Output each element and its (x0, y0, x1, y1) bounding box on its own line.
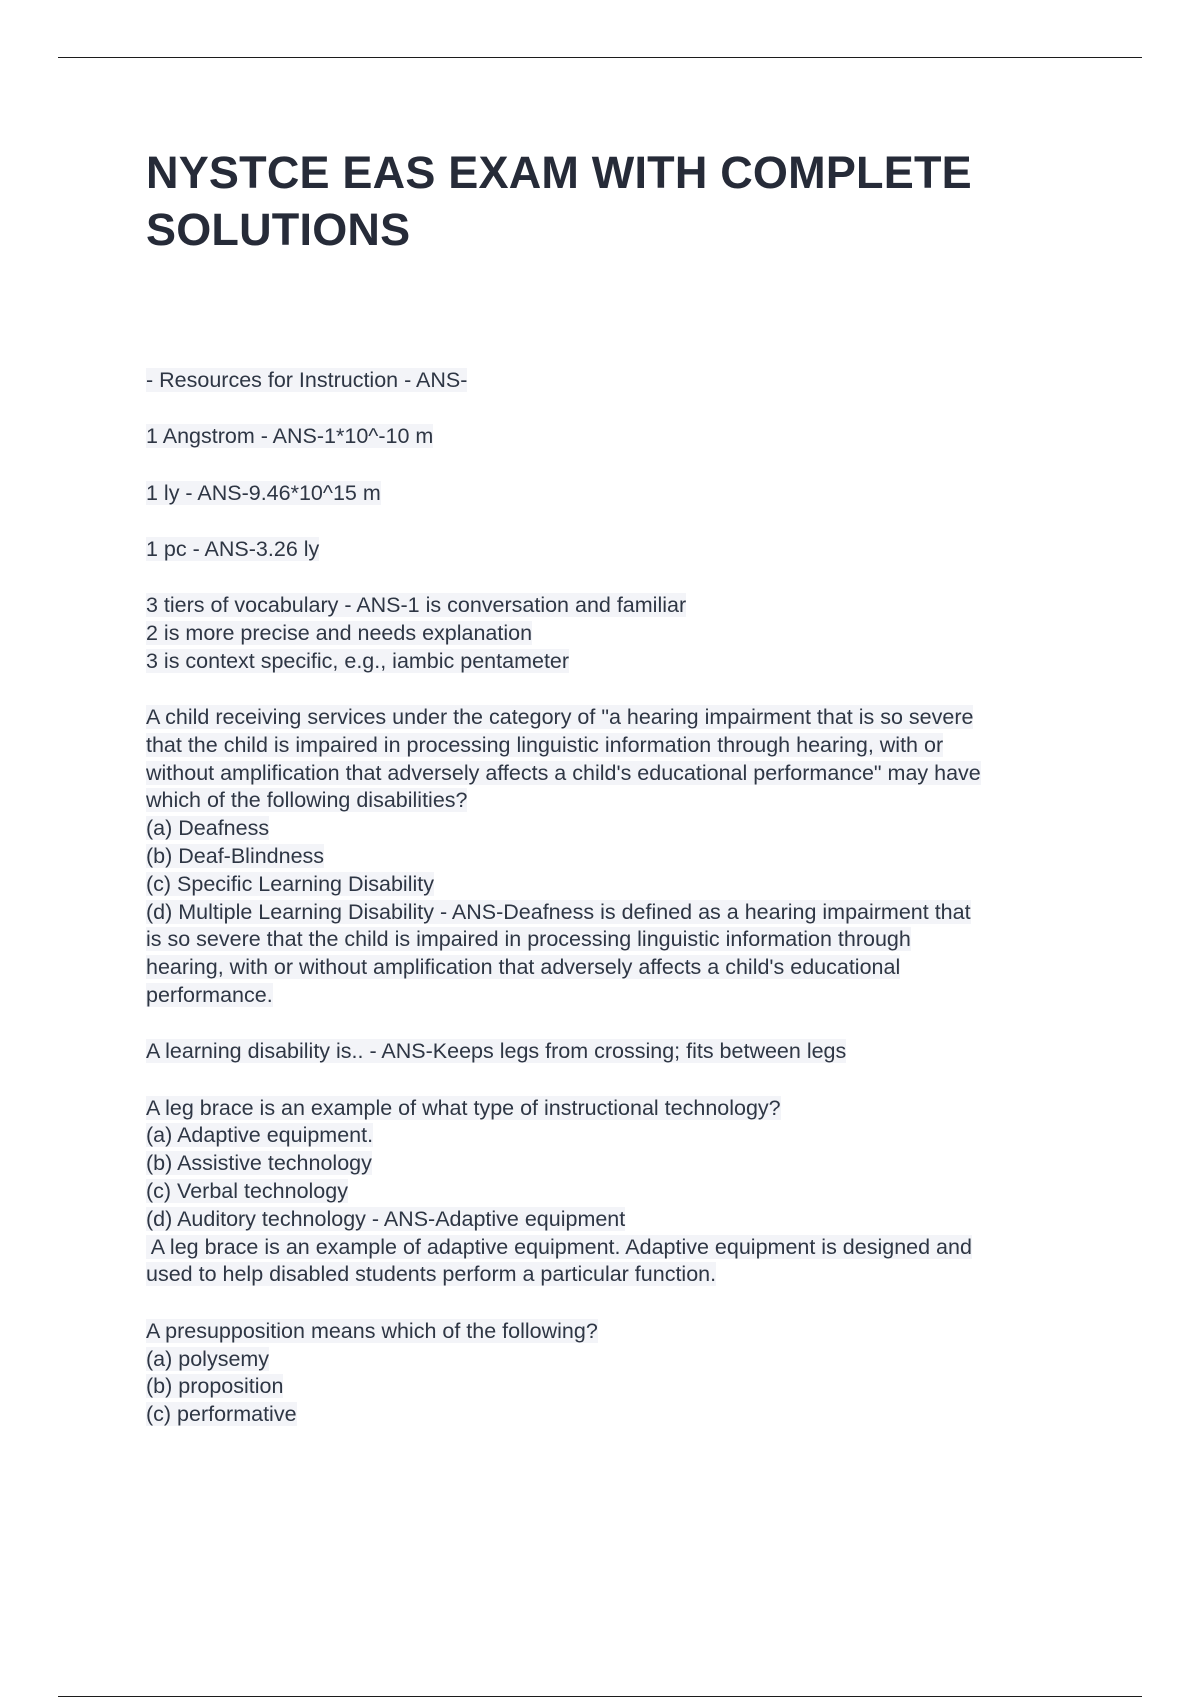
entry-line (146, 536, 1106, 564)
qa-entry (146, 592, 1106, 675)
entry-line (146, 1401, 1106, 1429)
entry-line-text: (c) Verbal technology (146, 1179, 348, 1204)
entry-line (146, 1095, 1106, 1123)
page-title (146, 144, 1086, 258)
entry-line (146, 1206, 1106, 1234)
qa-entry (146, 480, 1106, 508)
entry-line (146, 954, 1106, 982)
entry-line-text: - Resources for Instruction - ANS- (146, 368, 468, 392)
entry-line (146, 1038, 1106, 1066)
entry-line-text: (c) performative (146, 1402, 297, 1427)
entry-line-text: (b) proposition (146, 1374, 284, 1399)
entry-line-text: A learning disability is.. - ANS-Keeps legs from crossing; fits between legs (146, 1039, 847, 1064)
entry-line-text: (a) Deafness (146, 816, 270, 841)
title-line-2: SOLUTIONS (146, 204, 411, 255)
entry-line-text: 1 Angstrom - ANS-1*10^-10 m (146, 424, 434, 449)
document-body (146, 367, 1106, 1457)
entry-line (146, 1150, 1106, 1178)
entry-line (146, 592, 1106, 620)
entry-line-text: (d) Multiple Learning Disability - ANS-Deafness is defined as a hearing impairment that (146, 899, 971, 924)
title-line-1: NYSTCE EAS EXAM WITH COMPLETE (146, 147, 972, 198)
entry-line (146, 1178, 1106, 1206)
qa-entry (146, 1095, 1106, 1290)
entry-line (146, 1373, 1106, 1401)
entry-line (146, 843, 1106, 871)
entry-line (146, 1122, 1106, 1150)
entry-line-text: (a) polysemy (146, 1346, 270, 1371)
entry-line (146, 899, 1106, 927)
entry-line-text: 1 pc - ANS-3.26 ly (146, 536, 320, 561)
entry-line-text: (a) Adaptive equipment. (146, 1123, 374, 1148)
qa-entry (146, 704, 1106, 1010)
qa-entry (146, 536, 1106, 564)
entry-line-text: (b) Deaf-Blindness (146, 844, 325, 869)
entry-line (146, 926, 1106, 954)
entry-line-text: 1 ly - ANS-9.46*10^15 m (146, 480, 381, 505)
footer-rule (58, 1696, 1142, 1697)
entry-line-text: (d) Auditory technology - ANS-Adaptive equipment (146, 1206, 626, 1231)
entry-line (146, 760, 1106, 788)
entry-line-text: performance. (146, 983, 273, 1008)
entry-line-text: (c) Specific Learning Disability (146, 871, 434, 896)
entry-line (146, 732, 1106, 760)
entry-line (146, 620, 1106, 648)
entry-line (146, 1261, 1106, 1289)
entry-line-text: A child receiving services under the category of "a hearing impairment that is so severe (146, 705, 974, 730)
entry-line (146, 1346, 1106, 1374)
entry-line-text: A leg brace is an example of adaptive equipment. Adaptive equipment is designed and (146, 1234, 972, 1259)
qa-entry (146, 423, 1106, 451)
entry-line (146, 982, 1106, 1010)
entry-line (146, 704, 1106, 732)
header-rule (58, 57, 1142, 58)
entry-line (146, 480, 1106, 508)
entry-line-text: A leg brace is an example of what type of instructional technology? (146, 1095, 781, 1120)
entry-line (146, 871, 1106, 899)
entry-line-text: 3 tiers of vocabulary - ANS-1 is conversation and familiar (146, 593, 687, 618)
entry-line (146, 1234, 1106, 1262)
entry-line-text: is so severe that the child is impaired in processing linguistic information through (146, 927, 911, 952)
qa-entry (146, 367, 1106, 395)
entry-line-text: 3 is context specific, e.g., iambic pentameter (146, 648, 570, 673)
entry-line (146, 815, 1106, 843)
entry-line (146, 423, 1106, 451)
entry-line (146, 367, 1106, 395)
entry-line-text: 2 is more precise and needs explanation (146, 620, 533, 645)
entry-line (146, 648, 1106, 676)
entry-line (146, 1318, 1106, 1346)
entry-line-text: which of the following disabilities? (146, 788, 468, 813)
entry-line-text: that the child is impaired in processing linguistic information through hearing, with or (146, 732, 944, 757)
entry-line-text: A presupposition means which of the following? (146, 1318, 598, 1343)
entry-line-text: hearing, with or without amplification that adversely affects a child's educational (146, 955, 901, 980)
qa-entry (146, 1318, 1106, 1429)
entry-line-text: used to help disabled students perform a particular function. (146, 1262, 717, 1287)
entry-line (146, 787, 1106, 815)
entry-line-text: (b) Assistive technology (146, 1151, 372, 1176)
qa-entry (146, 1038, 1106, 1066)
entry-line-text: without amplification that adversely affects a child's educational performance" may have (146, 760, 981, 785)
